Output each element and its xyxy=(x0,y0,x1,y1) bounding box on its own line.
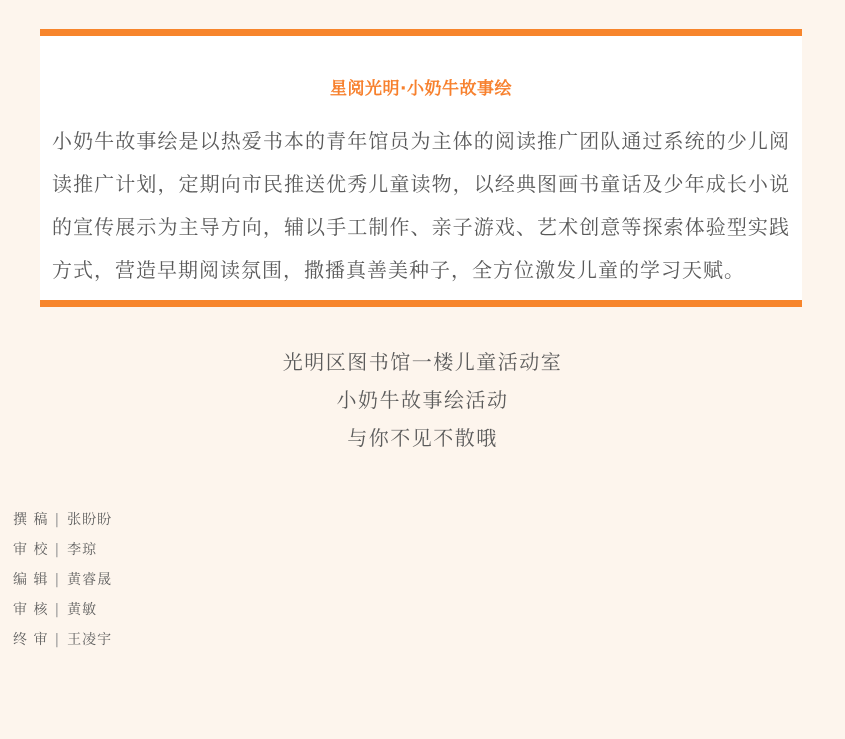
credit-row-reviewer xyxy=(13,595,845,625)
credit-row-writer xyxy=(13,505,845,535)
article-page xyxy=(0,29,845,739)
intro-card xyxy=(40,36,802,300)
credit-name: 王凌宇 xyxy=(67,632,113,648)
credit-role: 编 辑 xyxy=(13,572,49,588)
credit-role: 撰 稿 xyxy=(13,512,49,528)
credit-name: 黄敏 xyxy=(67,602,98,618)
credit-separator: | xyxy=(54,632,61,648)
credit-role: 审 核 xyxy=(13,602,49,618)
credit-separator: | xyxy=(54,542,61,558)
credit-name: 李琼 xyxy=(67,542,98,558)
credit-row-final-reviewer xyxy=(13,625,845,655)
credit-row-editor xyxy=(13,565,845,595)
announcement-line-venue: 光明区图书馆一楼儿童活动室 xyxy=(282,350,563,374)
bottom-divider xyxy=(40,300,802,307)
credit-separator: | xyxy=(54,572,61,588)
credit-name: 黄睿晟 xyxy=(67,572,113,588)
credit-name: 张盼盼 xyxy=(67,512,113,528)
credit-role: 审 校 xyxy=(13,542,49,558)
credits-list xyxy=(13,505,845,655)
credit-separator: | xyxy=(54,602,61,618)
announcement-line-closing: 与你不见不散哦 xyxy=(347,426,498,450)
announcement-line-activity: 小奶牛故事绘活动 xyxy=(336,388,509,412)
credit-role: 终 审 xyxy=(13,632,49,648)
article-title: 星阅光明·小奶牛故事绘 xyxy=(330,79,512,99)
credit-row-proofreader xyxy=(13,535,845,565)
credit-separator: | xyxy=(54,512,61,528)
top-divider xyxy=(40,29,802,36)
intro-paragraph: 小奶牛故事绘是以热爱书本的青年馆员为主体的阅读推广团队通过系统的少儿阅读推广计划，定期向市民推送优秀儿童读物，以经典图画书童话及少年成长小说的宣传展示为主导方向，辅以手工制作、亲子游戏、艺术创意等探索体验型实践方式，营造早期阅读氛围，撒播真善美种子，全方位激发儿童的学习天赋。 xyxy=(52,129,790,282)
announcement-block xyxy=(0,343,845,457)
